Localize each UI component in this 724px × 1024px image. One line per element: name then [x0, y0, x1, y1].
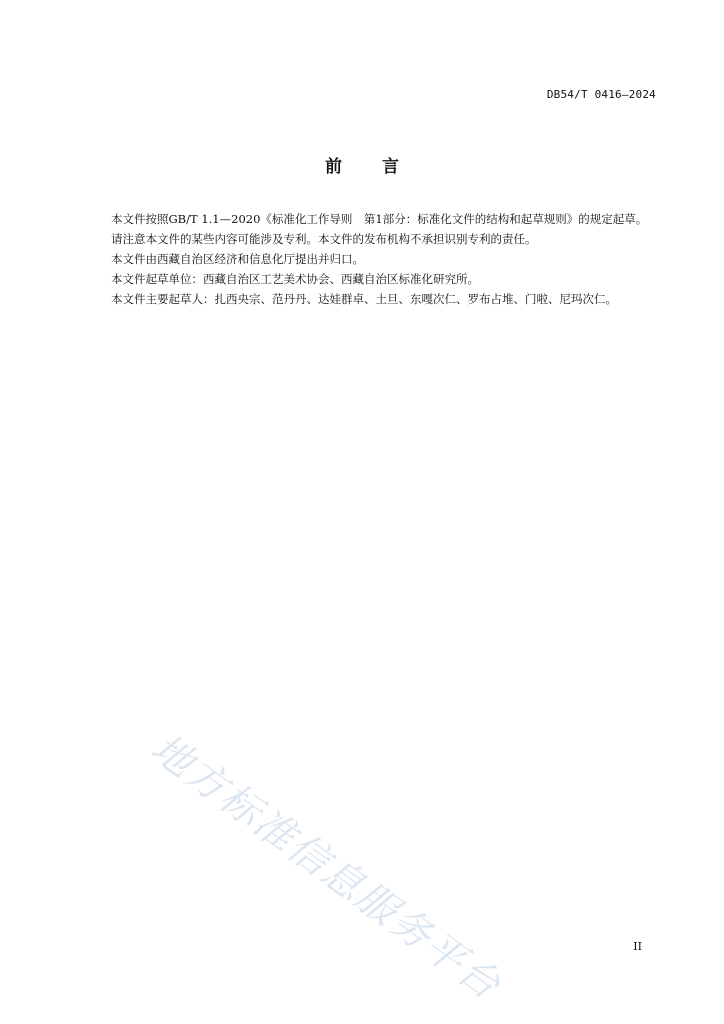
page-number: II	[633, 940, 642, 953]
paragraph-drafting-units: 本文件起草单位：西藏自治区工艺美术协会、西藏自治区标准化研究所。	[111, 272, 479, 286]
paragraph-proposer: 本文件由西藏自治区经济和信息化厅提出并归口。	[111, 252, 364, 266]
title-char-2: 言	[382, 157, 399, 177]
watermark-text: 地方标准信息服务平台	[142, 725, 510, 1010]
document-code: DB54/T 0416—2024	[546, 88, 656, 101]
paragraph-drafting-rules: 本文件按照GB/T 1.1—2020《标准化工作导则 第1部分：标准化文件的结构和起草规则》的规定起草。	[111, 212, 648, 226]
title-char-1: 前	[325, 157, 342, 177]
paragraph-patent-notice: 请注意本文件的某些内容可能涉及专利。本文件的发布机构不承担识别专利的责任。	[111, 232, 537, 246]
paragraph-drafters: 本文件主要起草人：扎西央宗、范丹丹、达娃群卓、土旦、东嘎次仁、罗布占堆、门啦、尼玛次仁。	[111, 292, 617, 306]
page-title	[0, 152, 724, 177]
foreword-body	[88, 209, 656, 309]
